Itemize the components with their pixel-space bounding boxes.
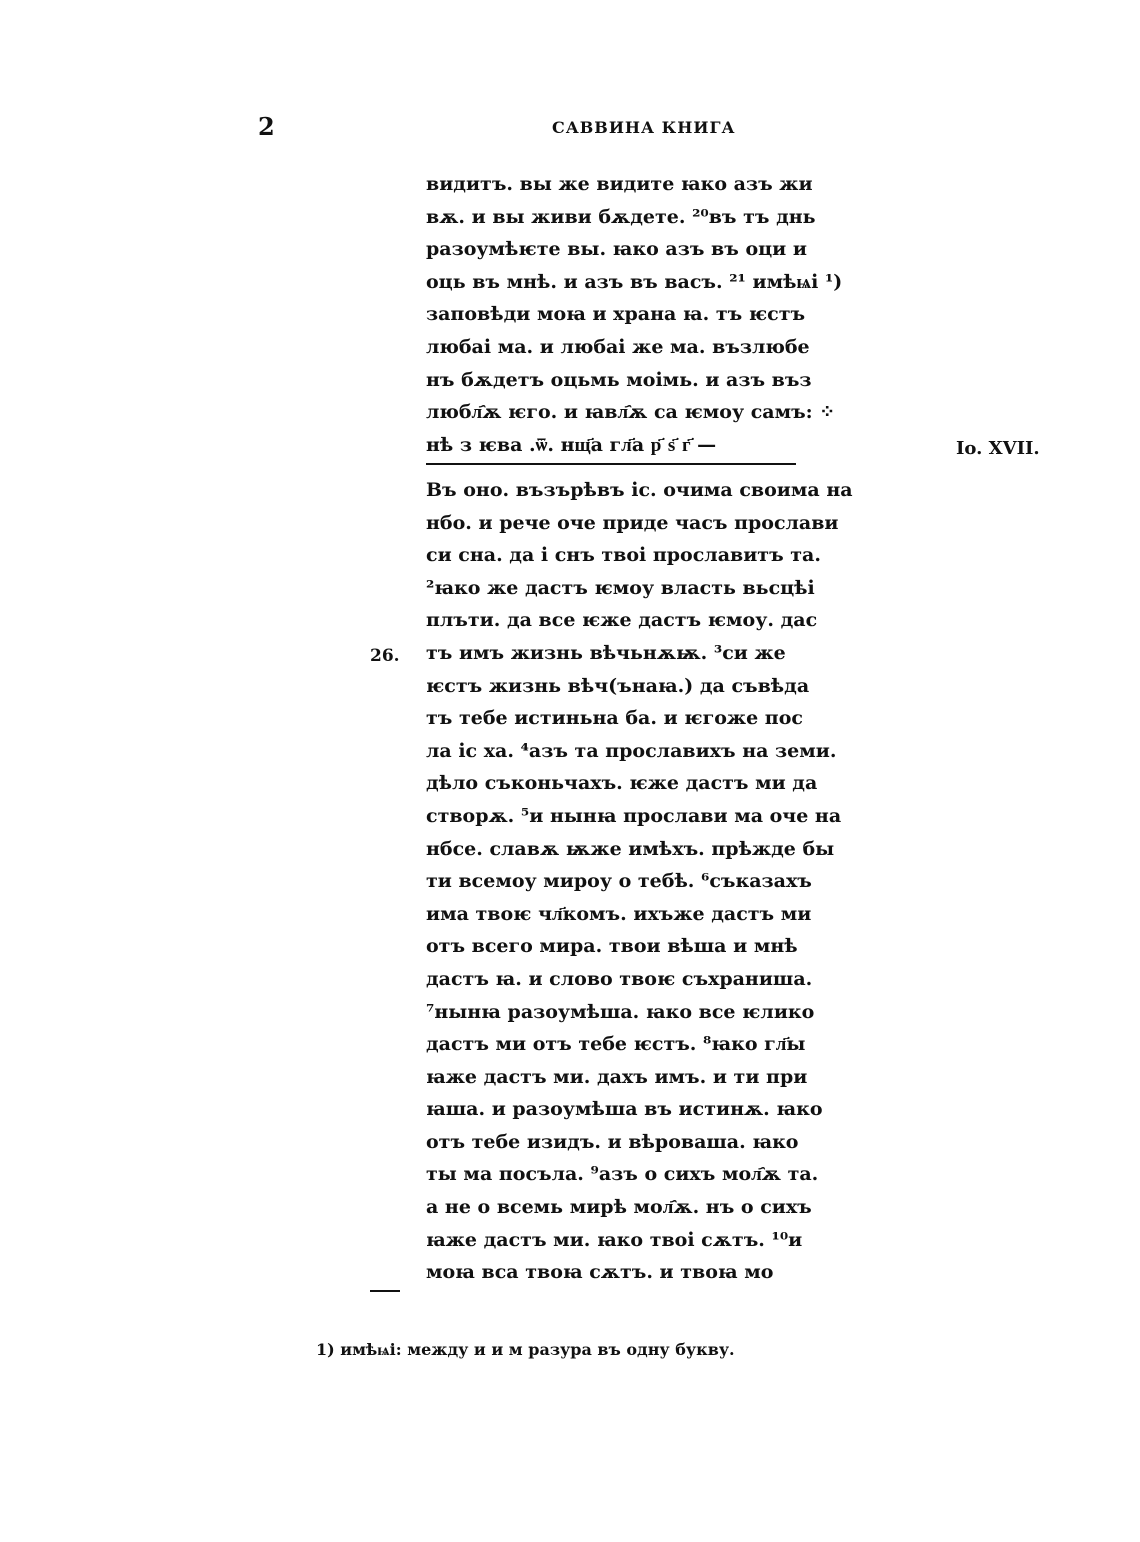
text-line: нѣ з ѥва .ѿ. нщ҃а гл҃а р҃ ѕ҃ г҃ — [426,433,717,456]
text-line: ⁷нынꙗ разоумѣша. ꙗко все ѥлико [426,1000,815,1023]
text-line: любаі ма. и любаі же ма. възлюбе [426,335,810,358]
text-line: отъ всего мира. твои вѣша и мнѣ [426,935,798,958]
text-line: ѥстъ жизнь вѣч(ънаꙗ.) да съвѣда [426,674,810,697]
section-separator [426,463,796,465]
text-line: заповѣди моꙗ и храна ꙗ. тъ ѥстъ [426,303,806,326]
text-line: ꙗша. и разоумѣша въ истинѫ. ꙗко [426,1098,823,1121]
running-title: САВВИНА КНИГА [552,118,736,137]
text-line: нъ бѫдетъ оцьмь моімь. и азъ въз [426,368,812,391]
text-line: нбо. и рече оче приде часъ прослави [426,511,839,534]
text-line: ты ма посъла. ⁹азъ о сихъ мол҄ѫ та. [426,1163,819,1186]
text-line: разоумѣѥте вы. ꙗко азъ въ оци и [426,238,807,261]
text-line: вѫ. и вы живи бѫдете. ²⁰въ тъ днь [426,205,816,228]
section-number: 26. [370,646,400,666]
text-line: Въ оно. възърѣвъ іс. очима своима на [426,479,853,501]
text-line: си сна. да і снъ твоі прославитъ та. [426,544,821,567]
text-line: дѣло съконьчахъ. ѥже дастъ ми да [426,772,818,795]
text-line: видитъ. вы же видите ꙗко азъ жи [426,173,813,195]
margin-dash [370,1290,400,1292]
text-line: нбсе. славѫ ѭже имѣхъ. прѣжде бы [426,837,835,860]
chapter-reference: Io. XVII. [956,438,1040,459]
text-line: тъ тебе истиньна ба. и ѥгоже пос [426,707,803,730]
text-line: створѫ. ⁵и нынꙗ прослави ма оче на [426,804,842,827]
text-line: плъти. да все ѥже дастъ ѥмоу. дас [426,609,818,632]
text-line: дастъ ми отъ тебе ѥстъ. ⁸ꙗко гл҃ы [426,1033,806,1056]
text-line: отъ тебе изидъ. и вѣроваша. ꙗко [426,1130,799,1153]
text-block-2 [426,474,896,1289]
text-line: ꙗже дастъ ми. ꙗко твоі сѫтъ. ¹⁰и [426,1228,803,1251]
text-line: а не о всемь мирѣ мол҄ѫ. нъ о сихъ [426,1196,812,1219]
text-line: любл҄ѫ ѥго. и ꙗвл҄ѫ са ѥмоу самъ: ⁘ [426,401,836,424]
page-number: 2 [258,112,275,141]
text-line: тъ имъ жизнь вѣчьнѫѭ. ³си же [426,641,786,664]
text-line: ²ꙗко же дастъ ѥмоу власть вьсцѣі [426,576,815,599]
text-line: моꙗ вса твоꙗ сѫтъ. и твоꙗ мо [426,1261,774,1284]
text-line: ти всемоу мироу о тебѣ. ⁶съказахъ [426,870,812,893]
text-line: има твоѥ чл҃комъ. ихъже дастъ ми [426,902,812,925]
text-block-1 [426,168,896,461]
text-line: оць въ мнѣ. и азъ въ васъ. ²¹ имѣѩі ¹) [426,270,843,293]
footnote: 1) имѣѩі: между и и м разура въ одну букву. [316,1340,735,1359]
text-line: ꙗже дастъ ми. дахъ имъ. и ти при [426,1065,808,1088]
text-line: дастъ ꙗ. и слово твоѥ съхраниша. [426,967,813,990]
text-line: ла іс ха. ⁴азъ та прославихъ на земи. [426,739,837,762]
